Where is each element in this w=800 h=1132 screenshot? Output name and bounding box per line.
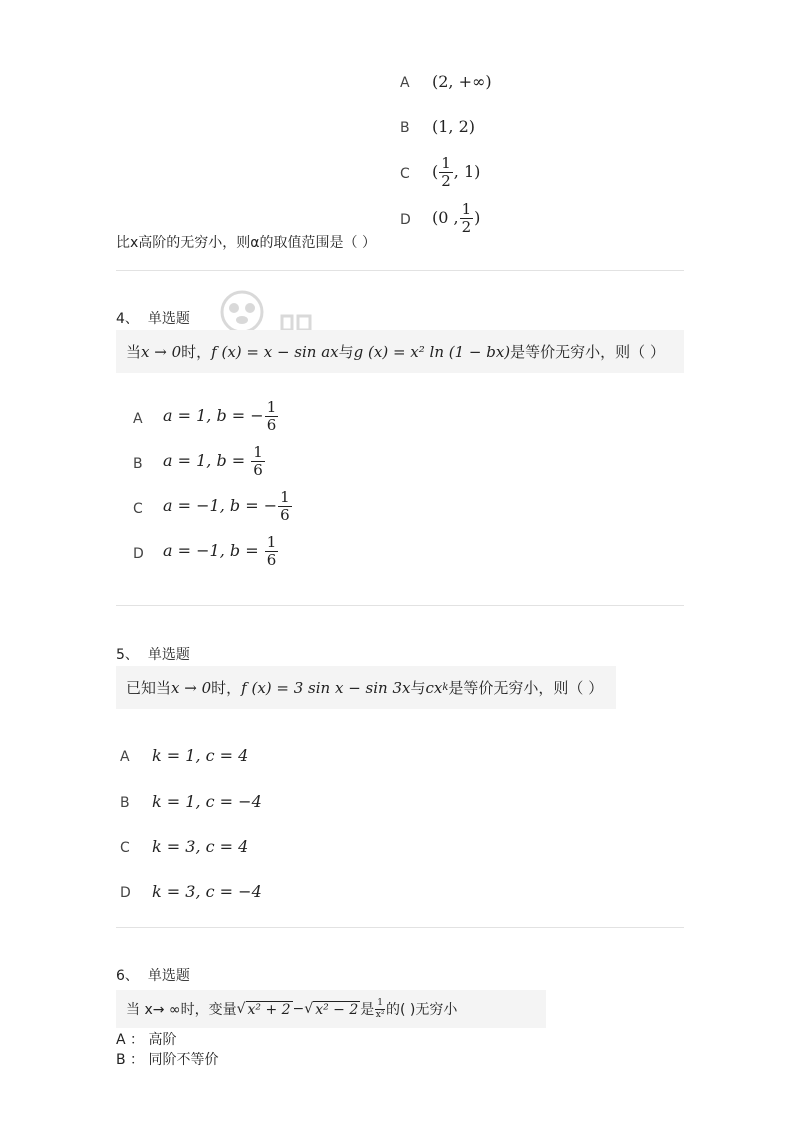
q4-option-d-letter[interactable]: D (133, 546, 144, 562)
q3-tail-text: 比x高阶的无穷小，则α的取值范围是（ ） (116, 235, 376, 251)
q3-option-d-value (432, 202, 480, 235)
fraction-numerator: 1 (280, 488, 290, 506)
q6-option-a[interactable]: A ： 高阶 (116, 1032, 177, 1048)
option-math: a = −1, b = − (163, 496, 278, 515)
fraction-numerator: 1 (266, 533, 277, 551)
q4-stem-math: x → 0 (141, 342, 182, 361)
q5-stem-part: 是等价无穷小，则（ ） (448, 679, 604, 697)
fraction-numerator: 1 (266, 398, 277, 416)
divider (116, 270, 684, 271)
q4-option-c-letter[interactable]: C (133, 501, 143, 517)
q6-option-b[interactable]: B ： 同阶不等价 (116, 1052, 219, 1068)
q5-stem-math: cx (425, 678, 443, 697)
q4-stem-part: 当 (126, 343, 142, 361)
panda-watermark-icon (212, 288, 338, 334)
q6-stem-radicand: x² − 2 (315, 1001, 359, 1018)
q3-option-c-pre: ( (432, 162, 439, 181)
fraction-denominator: 6 (253, 461, 263, 479)
fraction-numerator: 1 (253, 443, 263, 461)
q4-option-b-value (163, 445, 266, 478)
fraction-denominator: 6 (280, 506, 290, 524)
q5-option-d-letter[interactable]: D (120, 885, 131, 901)
q5-option-b-letter[interactable]: B (120, 795, 130, 811)
fraction (265, 400, 279, 433)
q4-option-a-letter[interactable]: A (133, 411, 143, 427)
q4-number: 4 (116, 311, 125, 327)
q6-option-a-letter: A (116, 1032, 126, 1048)
q5-stem-part: 已知当 (126, 679, 172, 697)
q6-separator: 、 (124, 968, 139, 984)
q5-option-d-value: k = 3, c = −4 (152, 882, 262, 901)
q4-option-c-value (163, 490, 293, 523)
q6-stem-part: 是 (360, 1002, 375, 1018)
q5-stem (116, 666, 616, 709)
q5-header (116, 644, 190, 664)
fraction (439, 156, 453, 189)
sqrt-icon: √ (304, 1001, 314, 1017)
fraction-denominator: 2 (441, 172, 451, 190)
fraction-numerator: 1 (377, 997, 383, 1008)
q4-stem-part: 与 (338, 343, 354, 361)
q4-stem-part: 时， (181, 343, 212, 361)
q3-option-a-value: (2, +∞) (432, 72, 492, 91)
q5-stem-math: x → 0 (171, 678, 212, 697)
q5-option-b-value: k = 1, c = −4 (152, 792, 262, 811)
q3-option-c-letter[interactable]: C (400, 166, 410, 182)
q6-stem-minus: − (292, 1001, 305, 1017)
q4-option-b-letter[interactable]: B (133, 456, 143, 472)
q3-option-a-letter[interactable]: A (400, 75, 410, 91)
fraction (265, 535, 279, 568)
fraction (251, 445, 265, 478)
q4-option-a-value (163, 400, 279, 433)
q4-stem-math: f (x) = x − sin ax (211, 342, 339, 361)
option-math: a = −1, b = (163, 541, 264, 560)
q5-stem-exponent: k (442, 682, 449, 693)
fraction-denominator: 6 (266, 551, 277, 569)
q3-option-d-pre: (0 , (432, 208, 459, 227)
q6-option-b-text: 同阶不等价 (148, 1052, 219, 1068)
option-math: a = 1, b = − (163, 406, 264, 425)
q5-option-a-value: k = 1, c = 4 (152, 746, 249, 765)
q5-stem-part: 时， (211, 679, 242, 697)
q6-stem-part: 的( )无穷小 (385, 1002, 458, 1018)
q3-option-b-value: (1, 2) (432, 117, 476, 136)
q4-header (116, 308, 190, 328)
q4-stem-math: g (x) = x² ln (1 − bx) (353, 342, 511, 361)
q6-number: 6 (116, 968, 125, 984)
divider (116, 605, 684, 606)
fraction-numerator: 1 (461, 200, 472, 218)
q3-option-c-post: , 1) (453, 162, 481, 181)
q3-option-d-letter[interactable]: D (400, 212, 411, 228)
fraction-numerator: 1 (441, 154, 451, 172)
fraction (460, 202, 474, 235)
q4-stem-part: 是等价无穷小，则（ ） (510, 343, 665, 361)
sqrt-icon: √ (236, 1001, 246, 1017)
q6-stem-part: 当 x→ ∞时，变量 (126, 1002, 237, 1018)
q3-option-b-letter[interactable]: B (400, 120, 410, 136)
fraction-denominator: x² (375, 1009, 385, 1020)
q5-option-c-value: k = 3, c = 4 (152, 837, 249, 856)
q5-option-c-letter[interactable]: C (120, 840, 130, 856)
q6-option-a-text: 高阶 (148, 1032, 177, 1048)
q4-type: 单选题 (147, 311, 190, 327)
q4-separator: 、 (124, 311, 139, 327)
q6-stem (116, 990, 546, 1028)
q4-stem (116, 330, 684, 373)
q5-separator: 、 (124, 647, 139, 663)
q5-option-a-letter[interactable]: A (120, 749, 130, 765)
fraction-denominator: 6 (266, 416, 277, 434)
q6-stem-radicand: x² + 2 (247, 1001, 291, 1018)
q5-stem-math: f (x) = 3 sin x − sin 3x (241, 678, 411, 697)
q5-stem-part: 与 (410, 679, 426, 697)
q3-option-c-value (432, 156, 480, 189)
q4-option-d-value (163, 535, 279, 568)
q6-type: 单选题 (147, 968, 190, 984)
q5-type: 单选题 (147, 647, 190, 663)
q6-header (116, 965, 190, 985)
fraction-denominator: 2 (461, 218, 472, 236)
fraction (278, 490, 292, 523)
fraction (375, 999, 385, 1020)
divider (116, 927, 684, 928)
option-math: a = 1, b = (163, 451, 251, 470)
q3-option-d-post: ) (474, 208, 481, 227)
q6-option-b-letter: B (116, 1052, 126, 1068)
q5-number: 5 (116, 647, 125, 663)
